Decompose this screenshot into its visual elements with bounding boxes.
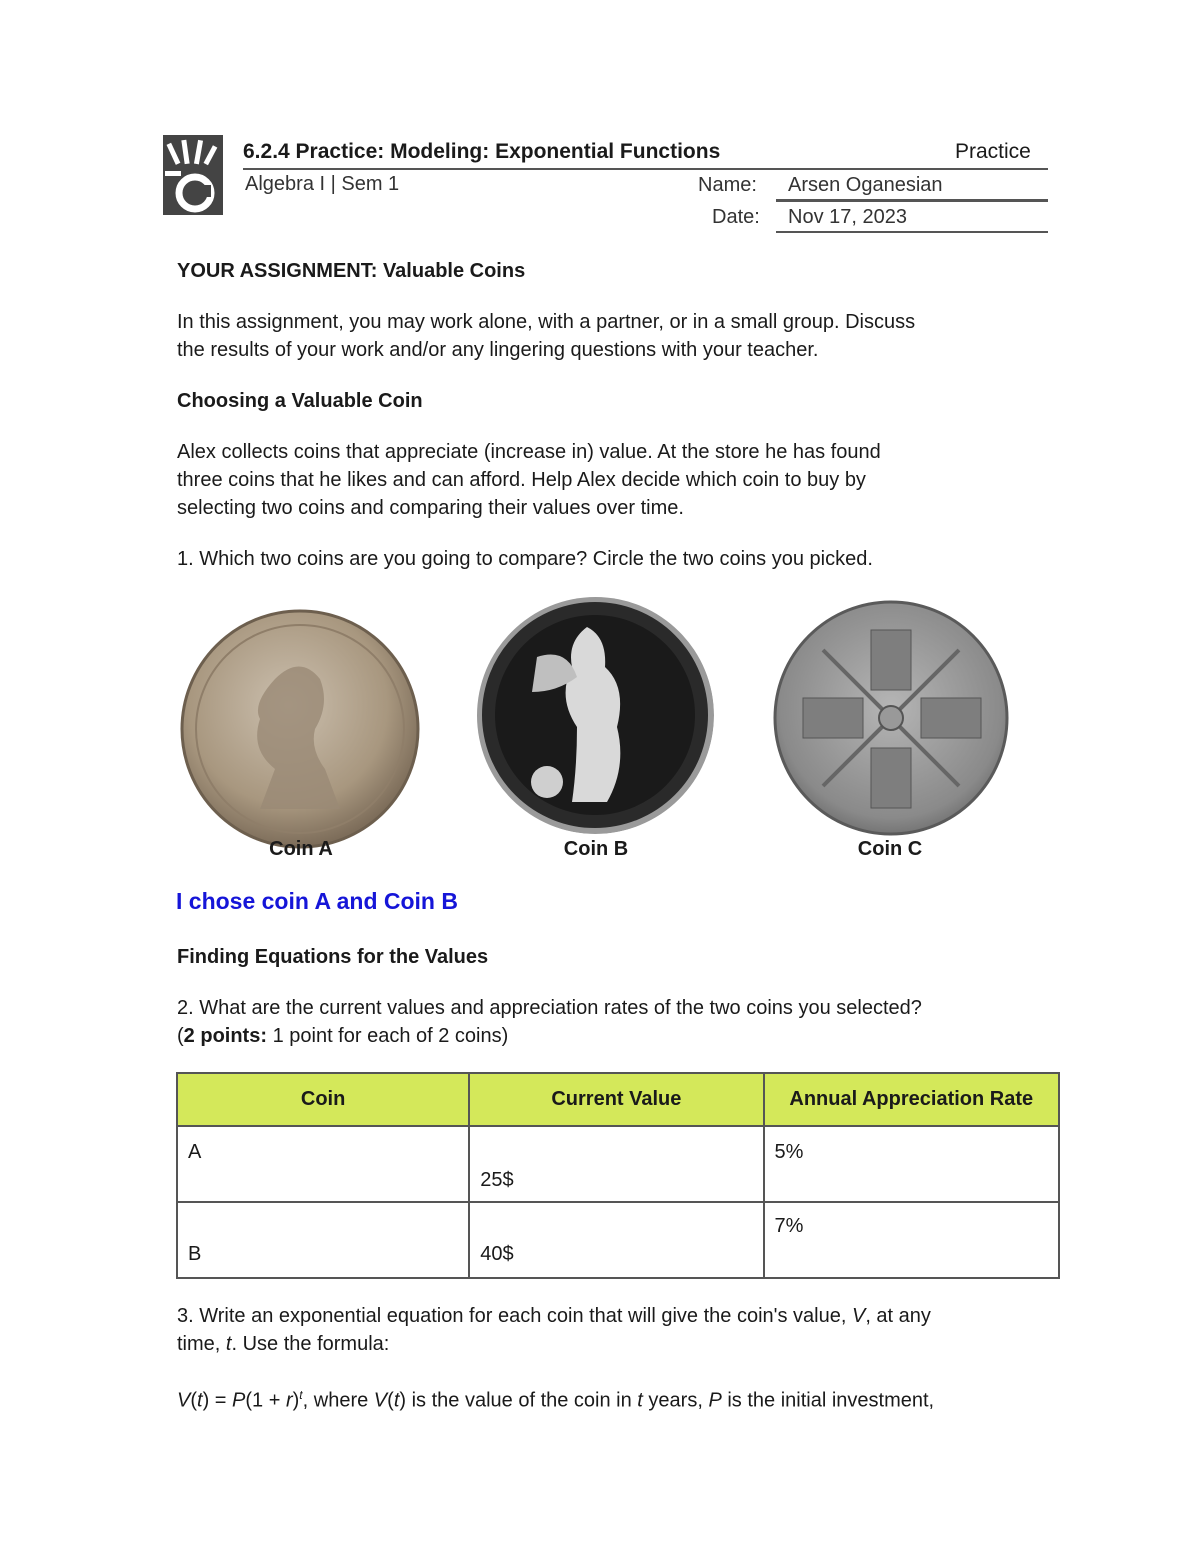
name-label: Name: (698, 174, 757, 196)
table-header-rate: Annual Appreciation Rate (764, 1073, 1059, 1126)
section1-text-1: Alex collects coins that appreciate (increase in) value. At the store he has found (177, 441, 881, 463)
table-header-coin: Coin (177, 1073, 469, 1126)
table-cell-rate[interactable]: 5% (764, 1126, 1059, 1202)
header-divider (243, 168, 1048, 170)
course-label: Algebra I | Sem 1 (245, 173, 400, 195)
question-2: 2. What are the current values and appreciation rates of the two coins you selected? (177, 997, 922, 1019)
table-cell-value[interactable]: 40$ (469, 1202, 763, 1278)
table-row (177, 1126, 1059, 1202)
coin-a-label: Coin A (269, 838, 333, 860)
section-heading-equations: Finding Equations for the Values (177, 946, 489, 968)
date-field[interactable]: Nov 17, 2023 (788, 206, 907, 228)
coin-b-label: Coin B (563, 838, 629, 860)
question-1: 1. Which two coins are you going to compare? Circle the two coins you picked. (177, 548, 873, 570)
answer-1: I chose coin A and Coin B (176, 888, 458, 914)
section1-text-2: three coins that he likes and can afford. Help Alex decide which coin to buy by (177, 469, 866, 491)
table-row (177, 1202, 1059, 1278)
name-underline (776, 199, 1048, 202)
date-underline (776, 231, 1048, 233)
date-label: Date: (712, 206, 760, 228)
formula-line: $V(t) = P(1 + r)^t$, where V(t) is the value of the coin in t years, P is the initial investment, (177, 1388, 935, 1412)
coin-b-image[interactable] (477, 597, 714, 834)
worksheet-title: 6.2.4 Practice: Modeling: Exponential Functions (243, 140, 721, 163)
coin-a-image[interactable] (180, 609, 420, 849)
section1-text-3: selecting two coins and comparing their values over time. (177, 497, 684, 519)
assignment-intro-1: In this assignment, you may work alone, with a partner, or in a small group. Discuss (177, 311, 916, 333)
table-cell-rate[interactable]: 7% (764, 1202, 1059, 1278)
company-logo-icon (163, 135, 223, 215)
table-cell-value[interactable]: 25$ (469, 1126, 763, 1202)
question-3-line-2: time, t. Use the formula: (177, 1333, 390, 1355)
coin-c-image[interactable] (773, 600, 1010, 837)
table-cell-coin[interactable]: B (177, 1202, 469, 1278)
question-2-points: (2 points: 1 point for each of 2 coins) (177, 1025, 509, 1047)
table-header-value: Current Value (469, 1073, 763, 1126)
worksheet-type: Practice (955, 140, 1031, 163)
question-3-line-1: 3. Write an exponential equation for each coin that will give the coin's value, V, at any (177, 1305, 931, 1327)
assignment-heading: YOUR ASSIGNMENT: Valuable Coins (177, 260, 526, 282)
coin-c-label: Coin C (857, 838, 923, 860)
coin-values-table (176, 1072, 1060, 1279)
table-cell-coin[interactable]: A (177, 1126, 469, 1202)
section-heading-choosing: Choosing a Valuable Coin (177, 390, 423, 412)
assignment-intro-2: the results of your work and/or any lingering questions with your teacher. (177, 339, 819, 361)
name-field[interactable]: Arsen Oganesian (788, 174, 943, 196)
